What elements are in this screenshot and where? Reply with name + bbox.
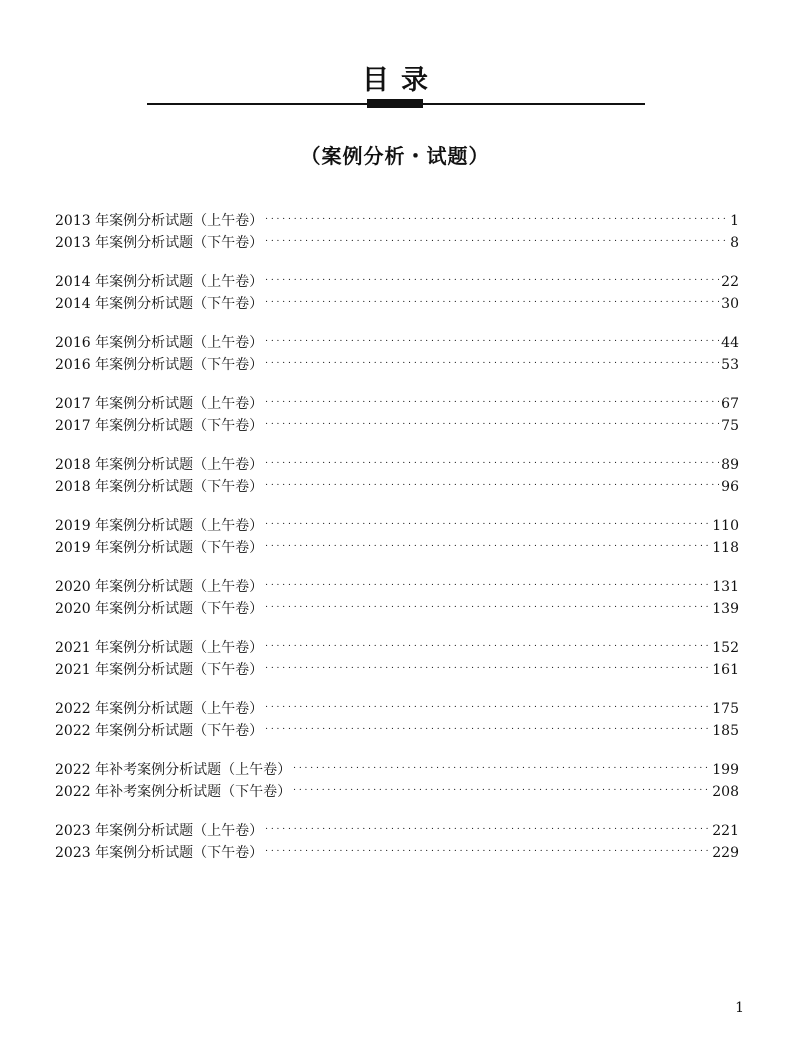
toc-entry-label: 2017 年案例分析试题（上午卷） bbox=[55, 396, 264, 412]
toc-entry-page: 67 bbox=[721, 396, 739, 412]
dot-leader bbox=[265, 347, 719, 369]
toc-entry-page: 139 bbox=[712, 601, 739, 617]
dot-leader bbox=[265, 591, 710, 613]
toc-entry-label: 2017 年案例分析试题（下午卷） bbox=[55, 418, 264, 434]
toc-group bbox=[55, 813, 739, 861]
toc-entry-label: 2021 年案例分析试题（上午卷） bbox=[55, 640, 264, 656]
toc-entry-page: 185 bbox=[712, 723, 739, 739]
toc-group bbox=[55, 752, 739, 800]
toc-group bbox=[55, 508, 739, 556]
toc-entry-page: 75 bbox=[721, 418, 739, 434]
toc-entry-label: 2022 年补考案例分析试题（下午卷） bbox=[55, 784, 292, 800]
title-underline-accent bbox=[367, 99, 423, 108]
toc-entry[interactable] bbox=[55, 508, 739, 534]
footer-page-number: 1 bbox=[735, 1000, 744, 1016]
toc-entry-page: 118 bbox=[712, 540, 739, 556]
dot-leader bbox=[265, 264, 719, 286]
dot-leader bbox=[265, 408, 719, 430]
toc-group bbox=[55, 630, 739, 678]
toc-entry-label: 2022 年案例分析试题（上午卷） bbox=[55, 701, 264, 717]
toc-entry-page: 229 bbox=[712, 845, 739, 861]
toc-entry[interactable] bbox=[55, 325, 739, 351]
toc-entry-page: 221 bbox=[712, 823, 739, 839]
toc-group bbox=[55, 325, 739, 373]
section-subtitle: （案例分析・试题） bbox=[300, 144, 490, 168]
toc-entry-label: 2020 年案例分析试题（下午卷） bbox=[55, 601, 264, 617]
page-title: 目录 bbox=[362, 65, 440, 96]
toc-entry-page: 199 bbox=[712, 762, 739, 778]
toc-entry-label: 2022 年补考案例分析试题（上午卷） bbox=[55, 762, 292, 778]
toc-entry[interactable] bbox=[55, 752, 739, 778]
toc-entry[interactable] bbox=[55, 203, 739, 229]
toc-entry-page: 96 bbox=[721, 479, 739, 495]
toc-entry-label: 2020 年案例分析试题（上午卷） bbox=[55, 579, 264, 595]
dot-leader bbox=[265, 225, 728, 247]
toc-entry-page: 110 bbox=[712, 518, 739, 534]
toc-entry-label: 2021 年案例分析试题（下午卷） bbox=[55, 662, 264, 678]
toc-group bbox=[55, 264, 739, 312]
table-of-contents bbox=[55, 203, 739, 874]
dot-leader bbox=[265, 286, 719, 308]
dot-leader bbox=[265, 447, 719, 469]
toc-entry-page: 53 bbox=[721, 357, 739, 373]
toc-entry[interactable] bbox=[55, 813, 739, 839]
toc-entry[interactable] bbox=[55, 630, 739, 656]
dot-leader bbox=[265, 630, 710, 652]
toc-entry-page: 1 bbox=[730, 213, 739, 229]
toc-entry-label: 2016 年案例分析试题（上午卷） bbox=[55, 335, 264, 351]
toc-entry[interactable] bbox=[55, 264, 739, 290]
dot-leader bbox=[265, 386, 719, 408]
dot-leader bbox=[293, 752, 710, 774]
toc-entry-label: 2023 年案例分析试题（上午卷） bbox=[55, 823, 264, 839]
toc-entry-page: 44 bbox=[721, 335, 739, 351]
toc-group bbox=[55, 447, 739, 495]
dot-leader bbox=[265, 325, 719, 347]
toc-entry-label: 2019 年案例分析试题（上午卷） bbox=[55, 518, 264, 534]
toc-group bbox=[55, 569, 739, 617]
toc-group bbox=[55, 203, 739, 251]
toc-entry[interactable] bbox=[55, 691, 739, 717]
toc-entry-label: 2019 年案例分析试题（下午卷） bbox=[55, 540, 264, 556]
toc-group bbox=[55, 386, 739, 434]
toc-entry-page: 89 bbox=[721, 457, 739, 473]
dot-leader bbox=[265, 713, 710, 735]
toc-entry-label: 2016 年案例分析试题（下午卷） bbox=[55, 357, 264, 373]
toc-entry-page: 152 bbox=[712, 640, 739, 656]
toc-entry-page: 22 bbox=[721, 274, 739, 290]
toc-entry-page: 208 bbox=[712, 784, 739, 800]
dot-leader bbox=[265, 508, 710, 530]
toc-entry-label: 2018 年案例分析试题（上午卷） bbox=[55, 457, 264, 473]
dot-leader bbox=[293, 774, 710, 796]
dot-leader bbox=[265, 691, 710, 713]
toc-entry-label: 2014 年案例分析试题（上午卷） bbox=[55, 274, 264, 290]
toc-entry-page: 131 bbox=[712, 579, 739, 595]
toc-group bbox=[55, 691, 739, 739]
dot-leader bbox=[265, 530, 710, 552]
dot-leader bbox=[265, 469, 719, 491]
dot-leader bbox=[265, 813, 710, 835]
toc-entry-page: 175 bbox=[712, 701, 739, 717]
dot-leader bbox=[265, 652, 710, 674]
toc-entry-page: 161 bbox=[712, 662, 739, 678]
toc-entry-label: 2014 年案例分析试题（下午卷） bbox=[55, 296, 264, 312]
dot-leader bbox=[265, 835, 710, 857]
toc-entry-label: 2013 年案例分析试题（上午卷） bbox=[55, 213, 264, 229]
dot-leader bbox=[265, 569, 710, 591]
toc-entry-label: 2013 年案例分析试题（下午卷） bbox=[55, 235, 264, 251]
toc-entry-label: 2022 年案例分析试题（下午卷） bbox=[55, 723, 264, 739]
toc-entry[interactable] bbox=[55, 386, 739, 412]
toc-entry[interactable] bbox=[55, 447, 739, 473]
toc-entry-page: 30 bbox=[721, 296, 739, 312]
toc-entry-label: 2018 年案例分析试题（下午卷） bbox=[55, 479, 264, 495]
toc-entry-label: 2023 年案例分析试题（下午卷） bbox=[55, 845, 264, 861]
toc-entry-page: 8 bbox=[730, 235, 739, 251]
toc-entry[interactable] bbox=[55, 569, 739, 595]
dot-leader bbox=[265, 203, 728, 225]
